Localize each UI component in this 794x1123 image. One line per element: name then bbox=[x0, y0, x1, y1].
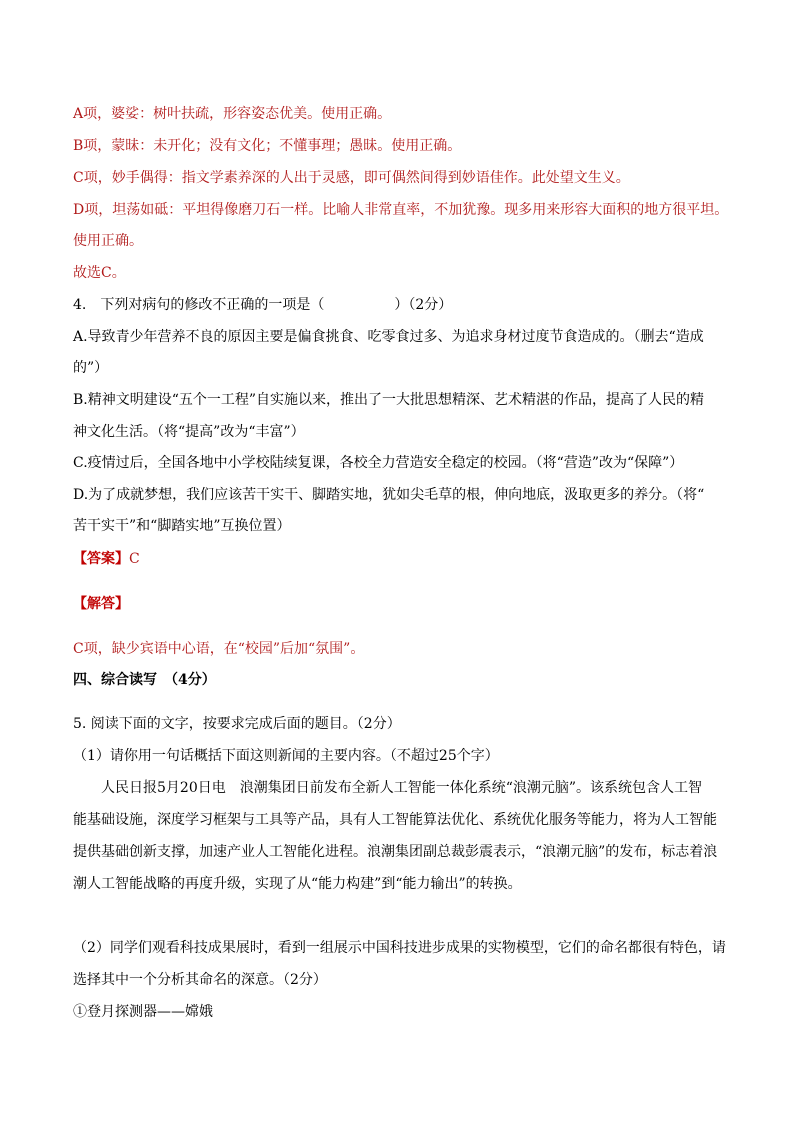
question4-option-b-line2: 神文化生活。（将“提高”改为“丰富”） bbox=[73, 424, 305, 440]
question5-stem: 5. 阅读下面的文字，按要求完成后面的题目。（2分） bbox=[73, 716, 401, 732]
explanation-option-d-line1: D项，坦荡如砥：平坦得像磨刀石一样。比喻人非常直率，不加犹豫。现多用来形容大面积的地方很平坦。 bbox=[73, 202, 729, 218]
answer-tag: 【答案】 bbox=[73, 551, 129, 567]
news-line3: 提供基础创新支撑，加速产业人工智能化进程。浪潮集团副总裁彭震表示，“浪潮元脑”的发布，标志着浪 bbox=[73, 844, 718, 860]
answer-line bbox=[73, 549, 140, 569]
question4-option-a-line2: 的”） bbox=[73, 360, 109, 376]
answer-value: C bbox=[129, 551, 140, 567]
question4-stem: 4. 下列对病句的修改不正确的一项是（ ）（2分） bbox=[73, 297, 453, 313]
section4-heading: 四、综合读写 （4分） bbox=[73, 672, 216, 688]
explanation-conclusion: 故选C。 bbox=[73, 265, 126, 281]
news-line4: 潮人工智能战略的再度升级，实现了从“能力构建”到“能力输出”的转换。 bbox=[73, 876, 522, 892]
explanation-option-a: A项，婆娑：树叶扶疏，形容姿态优美。使用正确。 bbox=[73, 106, 392, 122]
question5-sub1: （1）请你用一句话概括下面这则新闻的主要内容。（不超过25个字） bbox=[73, 748, 499, 764]
analysis-tag: 【解答】 bbox=[73, 596, 129, 612]
question4-option-b-line1: B.精神文明建设“五个一工程”自实施以来，推出了一大批思想精深、艺术精湛的作品，提高了人民的精 bbox=[73, 392, 705, 408]
news-line2: 能基础设施，深度学习框架与工具等产品，具有人工智能算法优化、系统优化服务等能力，将为人工智能 bbox=[73, 812, 717, 828]
question4-option-c: C.疫情过后，全国各地中小学校陆续复课，各校全力营造安全稳定的校园。（将“营造”改为“保障”） bbox=[73, 455, 684, 471]
question4-option-d-line2: 苦干实干”和“脚踏实地”互换位置） bbox=[73, 518, 291, 534]
question5-sub2-line1: （2）同学们观看科技成果展时，看到一组展示中国科技进步成果的实物模型，它们的命名都很有特色，请 bbox=[73, 940, 726, 956]
explanation-option-b: B项，蒙昧：未开化；没有文化；不懂事理；愚昧。使用正确。 bbox=[73, 138, 462, 154]
question4-option-d-line1: D.为了成就梦想，我们应该苦干实干、脚踏实地，犹如尖毛草的根，伸向地底，汲取更多的养分。（将“ bbox=[73, 487, 705, 503]
explanation-option-c: C项，妙手偶得：指文学素养深的人出于灵感，即可偶然间得到妙语佳作。此处望文生义。 bbox=[73, 170, 630, 186]
question4-option-a-line1: A.导致青少年营养不良的原因主要是偏食挑食、吃零食过多、为追求身材过度节食造成的。（删去“造成 bbox=[73, 329, 704, 345]
question5-sub2-line2: 选择其中一个分析其命名的深意。（2分） bbox=[73, 972, 327, 988]
question5-item1: ①登月探测器——嫦娥 bbox=[73, 1004, 213, 1020]
news-line1: 人民日报5月20日电 浪潮集团日前发布全新人工智能一体化系统“浪潮元脑”。该系统包含人工智 bbox=[101, 780, 703, 796]
explanation-option-d-line2: 使用正确。 bbox=[73, 233, 143, 249]
analysis-text: C项，缺少宾语中心语，在“校园”后加“氛围”。 bbox=[73, 641, 365, 657]
